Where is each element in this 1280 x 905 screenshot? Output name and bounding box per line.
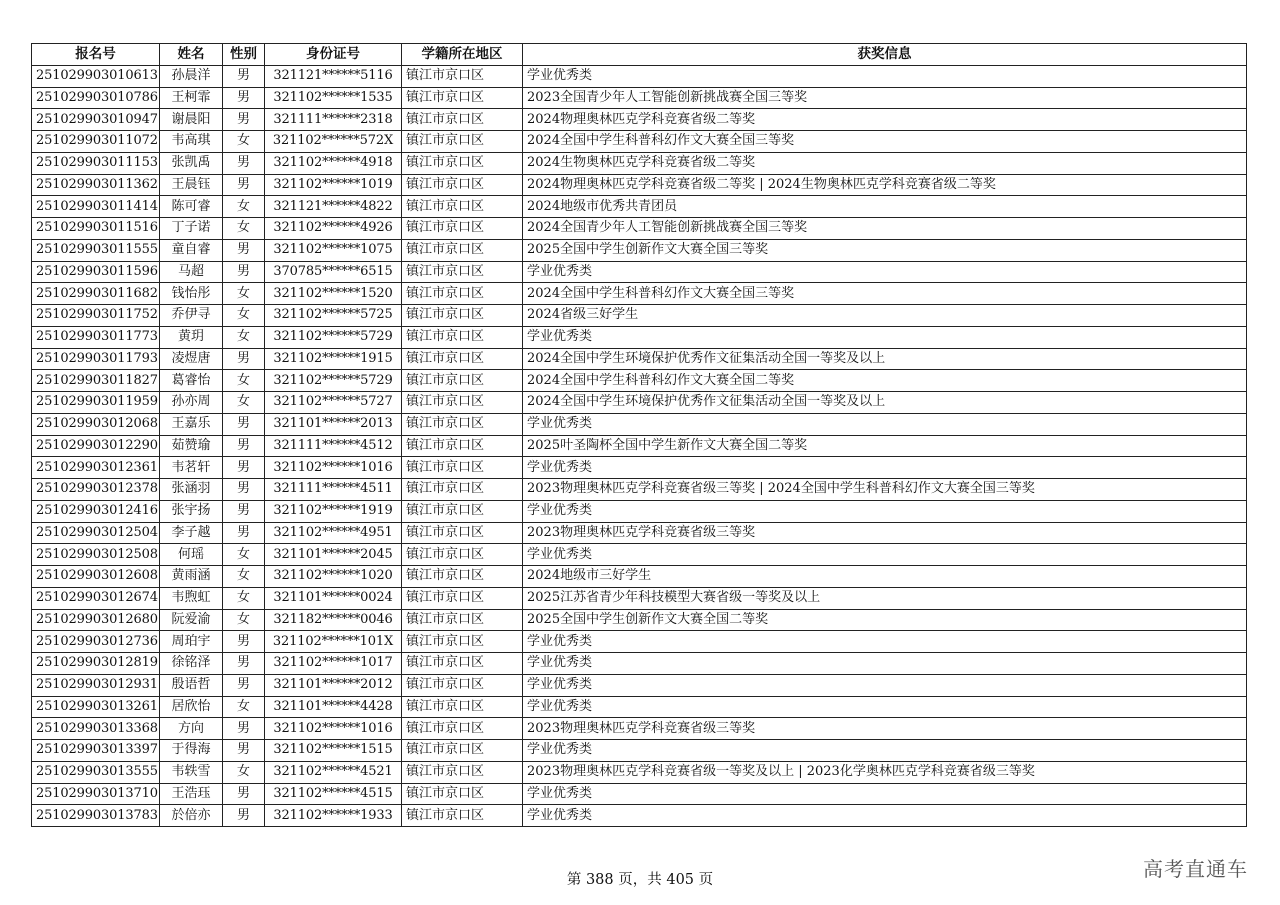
cell-award-info: 2024地级市优秀共青团员 — [523, 196, 1247, 218]
cell-id-card: 321101******4428 — [265, 696, 402, 718]
cell-award-info: 学业优秀类 — [523, 805, 1247, 827]
cell-award-info: 学业优秀类 — [523, 696, 1247, 718]
cell-id-card: 321102******1019 — [265, 174, 402, 196]
table-row — [32, 261, 1247, 283]
cell-registration-number: 251029903013261 — [32, 696, 160, 718]
table-body — [32, 65, 1247, 826]
cell-registration-number: 251029903013555 — [32, 761, 160, 783]
cell-id-card: 321102******1016 — [265, 718, 402, 740]
cell-registration-number: 251029903012416 — [32, 500, 160, 522]
cell-name: 阮爱渝 — [160, 609, 223, 631]
cell-registration-number: 251029903013368 — [32, 718, 160, 740]
cell-region: 镇江市京口区 — [402, 174, 523, 196]
cell-gender: 女 — [223, 305, 265, 327]
cell-registration-number: 251029903011153 — [32, 152, 160, 174]
cell-award-info: 2023物理奥林匹克学科竞赛省级三等奖 | 2024全国中学生科普科幻作文大赛全国三等奖 — [523, 479, 1247, 501]
cell-gender: 女 — [223, 131, 265, 153]
cell-name: 周珀宇 — [160, 631, 223, 653]
cell-name: 张宇扬 — [160, 500, 223, 522]
cell-gender: 男 — [223, 348, 265, 370]
cell-id-card: 321102******4926 — [265, 218, 402, 240]
cell-award-info: 学业优秀类 — [523, 326, 1247, 348]
cell-region: 镇江市京口区 — [402, 718, 523, 740]
cell-registration-number: 251029903012674 — [32, 587, 160, 609]
cell-region: 镇江市京口区 — [402, 435, 523, 457]
cell-award-info: 2025全国中学生创新作文大赛全国二等奖 — [523, 609, 1247, 631]
table-row — [32, 348, 1247, 370]
cell-id-card: 321102******1919 — [265, 500, 402, 522]
table-row — [32, 457, 1247, 479]
cell-name: 于得海 — [160, 740, 223, 762]
cell-registration-number: 251029903011414 — [32, 196, 160, 218]
cell-award-info: 学业优秀类 — [523, 65, 1247, 87]
cell-id-card: 321102******1535 — [265, 87, 402, 109]
watermark-logo-text: 高考直通车 — [1143, 857, 1248, 881]
table-row — [32, 587, 1247, 609]
cell-award-info: 2024物理奥林匹克学科竞赛省级二等奖 — [523, 109, 1247, 131]
cell-registration-number: 251029903011959 — [32, 392, 160, 414]
cell-registration-number: 251029903011596 — [32, 261, 160, 283]
cell-registration-number: 251029903012378 — [32, 479, 160, 501]
cell-id-card: 321102******1020 — [265, 566, 402, 588]
admission-award-table — [31, 43, 1247, 827]
cell-award-info: 2023全国青少年人工智能创新挑战赛全国三等奖 — [523, 87, 1247, 109]
table-row — [32, 152, 1247, 174]
table-row — [32, 109, 1247, 131]
table-header — [32, 44, 1247, 66]
table-row — [32, 740, 1247, 762]
cell-id-card: 321102******5727 — [265, 392, 402, 414]
header-id-card: 身份证号 — [265, 44, 402, 66]
cell-region: 镇江市京口区 — [402, 674, 523, 696]
cell-gender: 男 — [223, 500, 265, 522]
cell-region: 镇江市京口区 — [402, 783, 523, 805]
cell-award-info: 2024全国中学生科普科幻作文大赛全国三等奖 — [523, 131, 1247, 153]
cell-registration-number: 251029903011752 — [32, 305, 160, 327]
cell-id-card: 370785******6515 — [265, 261, 402, 283]
cell-id-card: 321102******4918 — [265, 152, 402, 174]
cell-name: 张凯禹 — [160, 152, 223, 174]
table-row — [32, 761, 1247, 783]
cell-gender: 女 — [223, 326, 265, 348]
cell-id-card: 321102******5725 — [265, 305, 402, 327]
cell-gender: 男 — [223, 457, 265, 479]
cell-name: 於倍亦 — [160, 805, 223, 827]
cell-region: 镇江市京口区 — [402, 479, 523, 501]
cell-award-info: 2024全国青少年人工智能创新挑战赛全国三等奖 — [523, 218, 1247, 240]
cell-region: 镇江市京口区 — [402, 305, 523, 327]
cell-award-info: 2024物理奥林匹克学科竞赛省级二等奖 | 2024生物奥林匹克学科竞赛省级二等奖 — [523, 174, 1247, 196]
cell-region: 镇江市京口区 — [402, 392, 523, 414]
cell-id-card: 321101******0024 — [265, 587, 402, 609]
cell-award-info: 2025全国中学生创新作文大赛全国三等奖 — [523, 239, 1247, 261]
cell-gender: 男 — [223, 413, 265, 435]
cell-award-info: 2024生物奥林匹克学科竞赛省级二等奖 — [523, 152, 1247, 174]
cell-id-card: 321102******1017 — [265, 653, 402, 675]
cell-region: 镇江市京口区 — [402, 631, 523, 653]
cell-gender: 男 — [223, 239, 265, 261]
table-row — [32, 718, 1247, 740]
cell-id-card: 321102******5729 — [265, 326, 402, 348]
cell-gender: 女 — [223, 761, 265, 783]
cell-award-info: 学业优秀类 — [523, 544, 1247, 566]
cell-registration-number: 251029903011682 — [32, 283, 160, 305]
cell-registration-number: 251029903013783 — [32, 805, 160, 827]
table-row — [32, 805, 1247, 827]
cell-region: 镇江市京口区 — [402, 587, 523, 609]
cell-gender: 女 — [223, 566, 265, 588]
cell-id-card: 321121******5116 — [265, 65, 402, 87]
cell-id-card: 321102******1515 — [265, 740, 402, 762]
table-row — [32, 65, 1247, 87]
cell-gender: 女 — [223, 696, 265, 718]
cell-id-card: 321111******4512 — [265, 435, 402, 457]
cell-gender: 男 — [223, 435, 265, 457]
table-row — [32, 435, 1247, 457]
cell-award-info: 2024全国中学生科普科幻作文大赛全国三等奖 — [523, 283, 1247, 305]
table-row — [32, 631, 1247, 653]
cell-gender: 男 — [223, 152, 265, 174]
cell-id-card: 321111******2318 — [265, 109, 402, 131]
cell-registration-number: 251029903012931 — [32, 674, 160, 696]
cell-name: 方向 — [160, 718, 223, 740]
table-row — [32, 239, 1247, 261]
cell-award-info: 学业优秀类 — [523, 631, 1247, 653]
cell-registration-number: 251029903011555 — [32, 239, 160, 261]
cell-registration-number: 251029903011516 — [32, 218, 160, 240]
cell-name: 韦茗轩 — [160, 457, 223, 479]
table-row — [32, 696, 1247, 718]
cell-gender: 女 — [223, 218, 265, 240]
cell-region: 镇江市京口区 — [402, 500, 523, 522]
cell-region: 镇江市京口区 — [402, 566, 523, 588]
cell-registration-number: 251029903011827 — [32, 370, 160, 392]
cell-id-card: 321102******4951 — [265, 522, 402, 544]
cell-gender: 女 — [223, 544, 265, 566]
cell-award-info: 2024全国中学生环境保护优秀作文征集活动全国一等奖及以上 — [523, 348, 1247, 370]
cell-gender: 男 — [223, 522, 265, 544]
cell-name: 乔伊寻 — [160, 305, 223, 327]
table-row — [32, 87, 1247, 109]
cell-registration-number: 251029903010786 — [32, 87, 160, 109]
cell-region: 镇江市京口区 — [402, 696, 523, 718]
cell-region: 镇江市京口区 — [402, 740, 523, 762]
cell-region: 镇江市京口区 — [402, 348, 523, 370]
cell-award-info: 2023物理奥林匹克学科竞赛省级三等奖 — [523, 718, 1247, 740]
cell-name: 王嘉乐 — [160, 413, 223, 435]
cell-name: 孙晨洋 — [160, 65, 223, 87]
cell-gender: 女 — [223, 283, 265, 305]
table-row — [32, 500, 1247, 522]
cell-region: 镇江市京口区 — [402, 218, 523, 240]
cell-name: 韦轶雪 — [160, 761, 223, 783]
cell-gender: 男 — [223, 261, 265, 283]
cell-award-info: 学业优秀类 — [523, 261, 1247, 283]
cell-id-card: 321102******1075 — [265, 239, 402, 261]
cell-id-card: 321182******0046 — [265, 609, 402, 631]
cell-gender: 男 — [223, 479, 265, 501]
table-row — [32, 609, 1247, 631]
cell-region: 镇江市京口区 — [402, 805, 523, 827]
cell-award-info: 学业优秀类 — [523, 740, 1247, 762]
cell-id-card: 321102******4515 — [265, 783, 402, 805]
cell-registration-number: 251029903012736 — [32, 631, 160, 653]
cell-registration-number: 251029903012680 — [32, 609, 160, 631]
cell-id-card: 321102******5729 — [265, 370, 402, 392]
cell-id-card: 321102******1933 — [265, 805, 402, 827]
cell-name: 葛睿怡 — [160, 370, 223, 392]
cell-registration-number: 251029903012361 — [32, 457, 160, 479]
cell-name: 凌煜唐 — [160, 348, 223, 370]
cell-region: 镇江市京口区 — [402, 152, 523, 174]
cell-award-info: 学业优秀类 — [523, 500, 1247, 522]
cell-gender: 女 — [223, 196, 265, 218]
cell-award-info: 学业优秀类 — [523, 783, 1247, 805]
cell-name: 王晨钰 — [160, 174, 223, 196]
cell-name: 韦煦虹 — [160, 587, 223, 609]
cell-registration-number: 251029903012819 — [32, 653, 160, 675]
cell-name: 茹赞瑜 — [160, 435, 223, 457]
table-row — [32, 522, 1247, 544]
cell-gender: 女 — [223, 392, 265, 414]
cell-name: 马超 — [160, 261, 223, 283]
cell-id-card: 321102******1915 — [265, 348, 402, 370]
header-award-info: 获奖信息 — [523, 44, 1247, 66]
cell-id-card: 321102******572X — [265, 131, 402, 153]
table-row — [32, 674, 1247, 696]
cell-name: 王浩珏 — [160, 783, 223, 805]
cell-id-card: 321121******4822 — [265, 196, 402, 218]
table-row — [32, 326, 1247, 348]
page-number-footer: 第 388 页，共 405 页 — [566, 872, 714, 888]
cell-region: 镇江市京口区 — [402, 457, 523, 479]
cell-region: 镇江市京口区 — [402, 261, 523, 283]
cell-award-info: 2025叶圣陶杯全国中学生新作文大赛全国二等奖 — [523, 435, 1247, 457]
cell-id-card: 321101******2013 — [265, 413, 402, 435]
cell-id-card: 321101******2012 — [265, 674, 402, 696]
cell-award-info: 2024省级三好学生 — [523, 305, 1247, 327]
table-row — [32, 544, 1247, 566]
cell-award-info: 2024全国中学生科普科幻作文大赛全国二等奖 — [523, 370, 1247, 392]
cell-region: 镇江市京口区 — [402, 761, 523, 783]
cell-award-info: 2024地级市三好学生 — [523, 566, 1247, 588]
cell-award-info: 学业优秀类 — [523, 457, 1247, 479]
cell-registration-number: 251029903012068 — [32, 413, 160, 435]
cell-gender: 男 — [223, 631, 265, 653]
cell-name: 居欣怡 — [160, 696, 223, 718]
cell-region: 镇江市京口区 — [402, 131, 523, 153]
cell-id-card: 321101******2045 — [265, 544, 402, 566]
cell-name: 王柯霏 — [160, 87, 223, 109]
cell-name: 谢晨阳 — [160, 109, 223, 131]
table-row — [32, 283, 1247, 305]
cell-region: 镇江市京口区 — [402, 653, 523, 675]
cell-region: 镇江市京口区 — [402, 87, 523, 109]
table-row — [32, 196, 1247, 218]
cell-name: 张涵羽 — [160, 479, 223, 501]
cell-name: 钱怡彤 — [160, 283, 223, 305]
header-registration-number: 报名号 — [32, 44, 160, 66]
cell-registration-number: 251029903011773 — [32, 326, 160, 348]
cell-region: 镇江市京口区 — [402, 65, 523, 87]
cell-id-card: 321102******101X — [265, 631, 402, 653]
cell-award-info: 学业优秀类 — [523, 413, 1247, 435]
cell-region: 镇江市京口区 — [402, 522, 523, 544]
cell-gender: 男 — [223, 783, 265, 805]
cell-award-info: 2023物理奥林匹克学科竞赛省级一等奖及以上 | 2023化学奥林匹克学科竞赛省级三等奖 — [523, 761, 1247, 783]
cell-registration-number: 251029903010613 — [32, 65, 160, 87]
cell-registration-number: 251029903012290 — [32, 435, 160, 457]
cell-registration-number: 251029903011793 — [32, 348, 160, 370]
cell-registration-number: 251029903011072 — [32, 131, 160, 153]
cell-gender: 女 — [223, 370, 265, 392]
cell-registration-number: 251029903010947 — [32, 109, 160, 131]
table-row — [32, 783, 1247, 805]
cell-region: 镇江市京口区 — [402, 196, 523, 218]
cell-name: 陈可睿 — [160, 196, 223, 218]
cell-id-card: 321102******1520 — [265, 283, 402, 305]
table-row — [32, 392, 1247, 414]
cell-registration-number: 251029903013397 — [32, 740, 160, 762]
header-name: 姓名 — [160, 44, 223, 66]
cell-name: 丁子诺 — [160, 218, 223, 240]
cell-gender: 男 — [223, 87, 265, 109]
cell-id-card: 321102******4521 — [265, 761, 402, 783]
cell-name: 殷语哲 — [160, 674, 223, 696]
cell-region: 镇江市京口区 — [402, 370, 523, 392]
table-row — [32, 305, 1247, 327]
cell-name: 徐铭泽 — [160, 653, 223, 675]
cell-region: 镇江市京口区 — [402, 239, 523, 261]
cell-award-info: 学业优秀类 — [523, 674, 1247, 696]
cell-gender: 男 — [223, 653, 265, 675]
cell-registration-number: 251029903011362 — [32, 174, 160, 196]
cell-award-info: 学业优秀类 — [523, 653, 1247, 675]
header-row — [32, 44, 1247, 66]
cell-name: 韦高琪 — [160, 131, 223, 153]
cell-region: 镇江市京口区 — [402, 544, 523, 566]
cell-name: 黄玥 — [160, 326, 223, 348]
cell-id-card: 321102******1016 — [265, 457, 402, 479]
cell-gender: 男 — [223, 65, 265, 87]
cell-registration-number: 251029903012508 — [32, 544, 160, 566]
cell-name: 童自睿 — [160, 239, 223, 261]
cell-gender: 男 — [223, 718, 265, 740]
cell-region: 镇江市京口区 — [402, 413, 523, 435]
cell-gender: 男 — [223, 174, 265, 196]
cell-gender: 女 — [223, 587, 265, 609]
table-row — [32, 370, 1247, 392]
cell-gender: 女 — [223, 609, 265, 631]
table-row — [32, 566, 1247, 588]
table-row — [32, 413, 1247, 435]
cell-name: 李子越 — [160, 522, 223, 544]
cell-award-info: 2023物理奥林匹克学科竞赛省级三等奖 — [523, 522, 1247, 544]
cell-registration-number: 251029903012608 — [32, 566, 160, 588]
table-row — [32, 174, 1247, 196]
cell-gender: 男 — [223, 674, 265, 696]
cell-award-info: 2024全国中学生环境保护优秀作文征集活动全国一等奖及以上 — [523, 392, 1247, 414]
cell-gender: 男 — [223, 740, 265, 762]
cell-name: 孙亦周 — [160, 392, 223, 414]
table-row — [32, 479, 1247, 501]
table-row — [32, 131, 1247, 153]
cell-gender: 男 — [223, 109, 265, 131]
table-row — [32, 653, 1247, 675]
cell-region: 镇江市京口区 — [402, 609, 523, 631]
cell-registration-number: 251029903012504 — [32, 522, 160, 544]
cell-region: 镇江市京口区 — [402, 326, 523, 348]
cell-gender: 男 — [223, 805, 265, 827]
cell-region: 镇江市京口区 — [402, 283, 523, 305]
cell-id-card: 321111******4511 — [265, 479, 402, 501]
cell-region: 镇江市京口区 — [402, 109, 523, 131]
cell-name: 黄雨涵 — [160, 566, 223, 588]
table-row — [32, 218, 1247, 240]
cell-registration-number: 251029903013710 — [32, 783, 160, 805]
cell-award-info: 2025江苏省青少年科技模型大赛省级一等奖及以上 — [523, 587, 1247, 609]
header-region: 学籍所在地区 — [402, 44, 523, 66]
cell-name: 何瑶 — [160, 544, 223, 566]
header-gender: 性别 — [223, 44, 265, 66]
